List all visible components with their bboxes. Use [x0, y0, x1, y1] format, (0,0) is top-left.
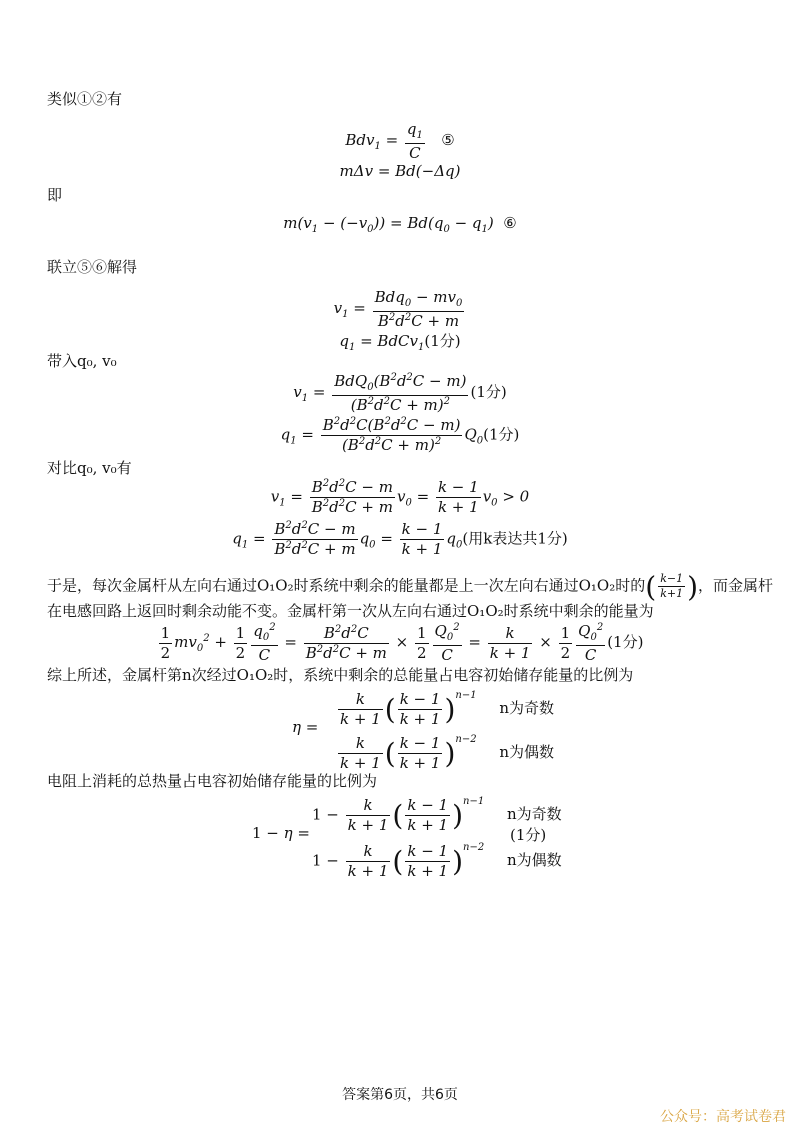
equation-momentum: mΔv = Bd(−Δq) — [339, 162, 461, 180]
equation-5: Bdv$_1$ = $\frac{q_1}{C}$ ⑤ — [345, 120, 455, 162]
equation-q1-ratio: $q_1$ = $\frac{B^2d^2C - m}{B^2d^2C + m}$ $q_0$ = $\frac{k - 1}{k + 1}$ $q_0$(用k表达共1分) — [232, 520, 568, 558]
equation-energy: $\frac{1}{2}$ $mv_0^2$ + $\frac{1}{2}$ $\frac{q_0^2}{C}$ = $\frac{B^2d^2C}{B^2d^2C + m}$ × $\frac{1}{2}$ $\frac{Q_0^2}{C}$ = $\frac{k}{k + 1}$ × $\frac{1}{2}$ $\frac{Q_0^2}{C}$ (1分) — [160, 622, 644, 664]
text-line-3: 联立⑤⑥解得 — [47, 258, 138, 276]
text-line-5: 对比q₀, v₀有 — [47, 459, 132, 477]
paragraph-3: 综上所述，金属杆第n次经过O₁O₂时，系统中剩余的总能量占电容初始储存能量的比例为 — [47, 666, 634, 684]
text-line-1: 类似①②有 — [47, 90, 123, 108]
watermark: 公众号：高考试卷君 — [660, 1109, 786, 1125]
equation-v1-sub: $v_1$ = $\frac{BdQ_0(B^2d^2C - m)}{(B^2d^2C + m)^2}$ (1分) — [293, 372, 507, 414]
equation-v1: $v_1$ = $\frac{Bdq_0 - mv_0}{B^2d^2C + m}$ — [333, 288, 463, 330]
paragraph-1: 于是，每次金属杆从左向右通过O₁O₂时系统中剩余的能量都是上一次左向右通过O₁O₂时的( $\frac{k-1}{k+1}$ )，而金属杆 — [47, 570, 774, 603]
equation-6: $m(v_1 - (-v_0)) = Bd(q_0 - q_1)$ ⑥ — [283, 214, 517, 235]
marker-5: ⑤ — [441, 131, 455, 150]
equation-q1-sub: $q_1$ = $\frac{B^2d^2C(B^2d^2C - m)}{(B^2d^2C + m)^2}$ $Q_0(1$分) — [280, 416, 520, 454]
equation-q1: $q_1$ = BdCv$_1$(1分) — [339, 332, 461, 353]
paragraph-4: 电阻上消耗的总热量占电容初始储存能量的比例为 — [47, 772, 378, 790]
paragraph-2: 在电感回路上返回时剩余动能不变。金属杆第一次从左向右通过O₁O₂时系统中剩余的能量为 — [47, 602, 654, 620]
equation-v1-ratio: $v_1$ = $\frac{B^2d^2C - m}{B^2d^2C + m}$ $v_0$ = $\frac{k - 1}{k + 1}$ $v_0 > 0$ — [270, 478, 530, 516]
marker-6: ⑥ — [503, 214, 517, 232]
page-footer: 答案第6页，共6页 — [342, 1087, 458, 1103]
text-line-2: 即 — [47, 186, 63, 204]
text-line-4: 带入q₀, v₀ — [47, 352, 117, 370]
